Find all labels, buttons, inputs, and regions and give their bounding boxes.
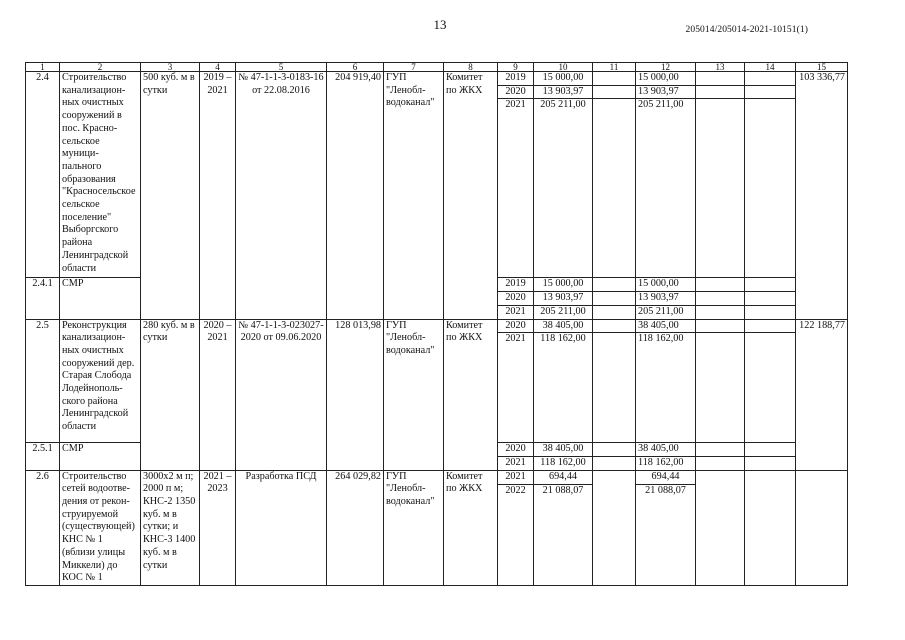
column-numbers-row (26, 63, 848, 72)
amount-total: 205 211,00 (534, 99, 593, 278)
executor: Комитет по ЖКХ (444, 319, 498, 470)
table-row (26, 319, 848, 333)
amount-total: 118 162,00 (534, 333, 593, 443)
remaining-cost (796, 470, 848, 585)
row-number: 2.5 (26, 319, 60, 443)
capacity: 500 куб. м в сутки (141, 72, 200, 320)
year: 2022 (498, 485, 534, 586)
amount-other (745, 72, 796, 86)
remaining-cost: 103 336,77 (796, 72, 848, 320)
row-number: 2.6 (26, 470, 60, 585)
customer: ГУП "Ленобл-водоканал" (384, 319, 444, 470)
amount-total: 15 000,00 (534, 278, 593, 292)
amount-total: 205 211,00 (534, 305, 593, 319)
estimated-cost: 264 029,82 (327, 470, 384, 585)
amount-federal (593, 85, 636, 99)
year: 2021 (498, 305, 534, 319)
amount-local (696, 305, 745, 319)
period: 2020 – 2021 (200, 319, 236, 470)
col-number: 2 (60, 63, 141, 72)
object-name: СМР (60, 443, 141, 470)
amount-local (696, 319, 745, 333)
expertise-doc: № 47-1-1-3-0183-16 от 22.08.2016 (236, 72, 327, 320)
amount-regional: 694,44 (636, 470, 696, 485)
amount-local (696, 456, 745, 470)
amount-federal (593, 319, 636, 333)
executor: Комитет по ЖКХ (444, 72, 498, 320)
amount-federal (593, 72, 636, 86)
amount-other (745, 305, 796, 319)
year: 2021 (498, 99, 534, 278)
amount-regional: 205 211,00 (636, 305, 696, 319)
row-number: 2.4 (26, 72, 60, 278)
col-number: 13 (696, 63, 745, 72)
col-number: 11 (593, 63, 636, 72)
table-row (26, 470, 848, 485)
amount-regional: 118 162,00 (636, 456, 696, 470)
amount-other (745, 470, 796, 585)
object-name: Реконструкция канализацион-ных очистных сооружений дер. Старая Слобода Лодейнополь-ского района Ленинградской области (60, 319, 141, 443)
capacity: 3000х2 м п; 2000 п м; КНС-2 1350 куб. м в сутки; и КНС-3 1400 куб. м в сутки (141, 470, 200, 585)
amount-local (696, 72, 745, 86)
year: 2020 (498, 443, 534, 457)
amount-regional: 205 211,00 (636, 99, 696, 278)
executor: Комитет по ЖКХ (444, 470, 498, 585)
col-number: 8 (444, 63, 498, 72)
col-number: 10 (534, 63, 593, 72)
amount-total: 118 162,00 (534, 456, 593, 470)
col-number: 15 (796, 63, 848, 72)
amount-federal (593, 99, 636, 278)
col-number: 3 (141, 63, 200, 72)
year: 2020 (498, 292, 534, 306)
row-number: 2.4.1 (26, 278, 60, 319)
amount-federal (593, 278, 636, 292)
year: 2019 (498, 278, 534, 292)
amount-federal (593, 333, 636, 443)
amount-regional: 21 088,07 (636, 485, 696, 586)
col-number: 12 (636, 63, 696, 72)
amount-regional: 118 162,00 (636, 333, 696, 443)
object-name: Строительство сетей водоотве-дения от рекон-струируемой (существующей) КНС № 1 (вблизи улицы Миккели) до КОС № 1 (60, 470, 141, 585)
amount-other (745, 456, 796, 470)
amount-federal (593, 443, 636, 457)
customer: ГУП "Ленобл-водоканал" (384, 72, 444, 320)
table-row (26, 72, 848, 86)
amount-local (696, 85, 745, 99)
estimated-cost: 204 919,40 (327, 72, 384, 320)
amount-other (745, 99, 796, 278)
amount-other (745, 319, 796, 333)
amount-local (696, 443, 745, 457)
estimated-cost: 128 013,98 (327, 319, 384, 470)
year: 2020 (498, 85, 534, 99)
amount-local (696, 278, 745, 292)
period: 2021 – 2023 (200, 470, 236, 585)
amount-local (696, 292, 745, 306)
capacity: 280 куб. м в сутки (141, 319, 200, 470)
amount-total: 15 000,00 (534, 72, 593, 86)
object-name: Строительство канализацион-ных очистных сооружений в пос. Красно-сельское муници-пального образования "Красносельское сельское поселение" Выборгского района Ленинградской области (60, 72, 141, 278)
object-name: СМР (60, 278, 141, 319)
amount-regional: 38 405,00 (636, 319, 696, 333)
amount-federal (593, 305, 636, 319)
year: 2020 (498, 319, 534, 333)
col-number: 5 (236, 63, 327, 72)
remaining-cost: 122 188,77 (796, 319, 848, 470)
amount-other (745, 85, 796, 99)
period: 2019 – 2021 (200, 72, 236, 320)
amount-total: 21 088,07 (534, 485, 593, 586)
year: 2021 (498, 333, 534, 443)
document-id: 205014/205014-2021-10151(1) (685, 25, 808, 35)
amount-regional: 13 903,97 (636, 292, 696, 306)
amount-local (696, 99, 745, 278)
amount-federal (593, 292, 636, 306)
amount-other (745, 278, 796, 292)
col-number: 9 (498, 63, 534, 72)
amount-other (745, 443, 796, 457)
amount-federal (593, 470, 636, 585)
amount-other (745, 292, 796, 306)
col-number: 1 (26, 63, 60, 72)
amount-local (696, 333, 745, 443)
amount-total: 13 903,97 (534, 85, 593, 99)
amount-total: 38 405,00 (534, 443, 593, 457)
col-number: 14 (745, 63, 796, 72)
amount-other (745, 333, 796, 443)
expertise-doc: Разработка ПСД (236, 470, 327, 585)
amount-total: 38 405,00 (534, 319, 593, 333)
amount-regional: 15 000,00 (636, 278, 696, 292)
customer: ГУП "Ленобл-водоканал" (384, 470, 444, 585)
page-number: 13 (433, 17, 447, 32)
year: 2021 (498, 456, 534, 470)
year: 2019 (498, 72, 534, 86)
amount-regional: 13 903,97 (636, 85, 696, 99)
amount-total: 13 903,97 (534, 292, 593, 306)
amount-regional: 38 405,00 (636, 443, 696, 457)
year: 2021 (498, 470, 534, 485)
col-number: 4 (200, 63, 236, 72)
amount-regional: 15 000,00 (636, 72, 696, 86)
amount-federal (593, 456, 636, 470)
col-number: 6 (327, 63, 384, 72)
amount-total: 694,44 (534, 470, 593, 485)
amount-local (696, 470, 745, 585)
row-number: 2.5.1 (26, 443, 60, 470)
program-table (25, 62, 848, 586)
col-number: 7 (384, 63, 444, 72)
expertise-doc: № 47-1-1-3-023027-2020 от 09.06.2020 (236, 319, 327, 470)
